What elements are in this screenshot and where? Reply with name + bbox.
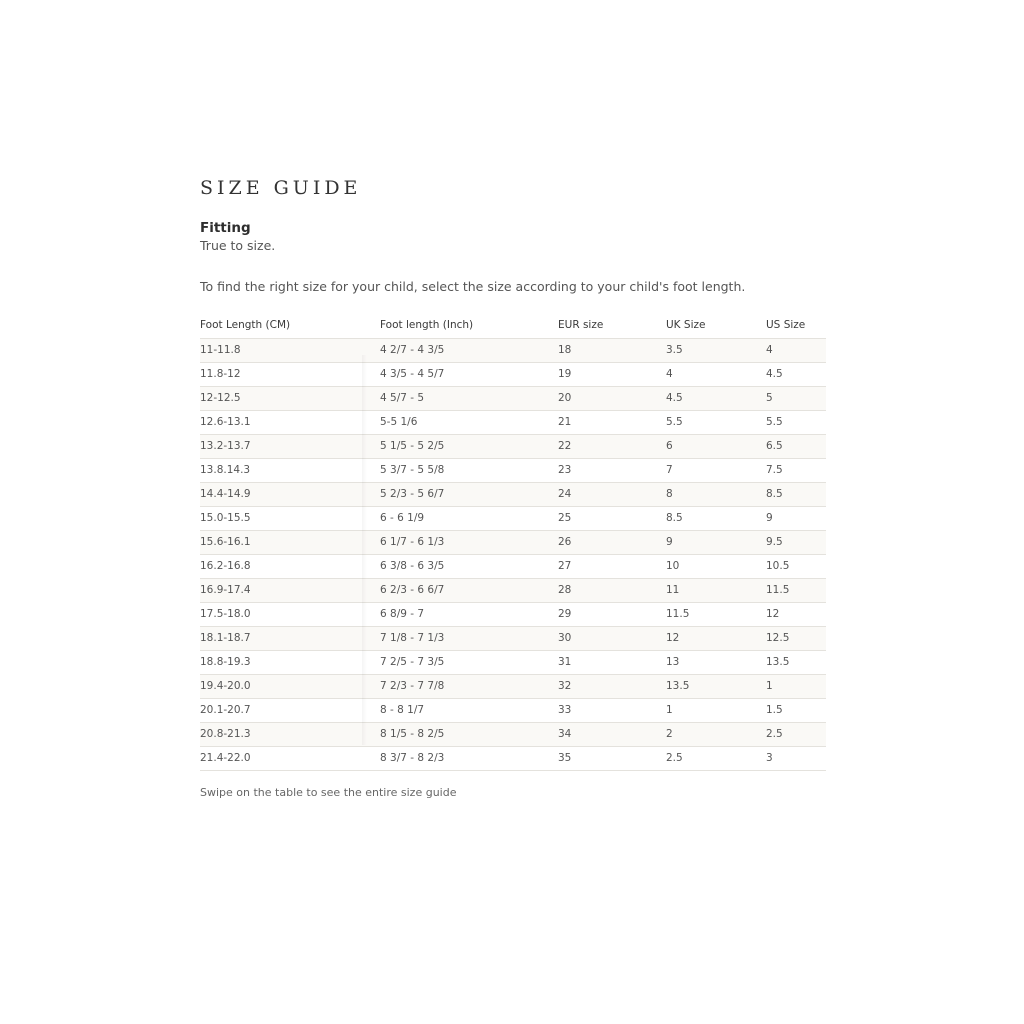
- table-row: [200, 411, 826, 435]
- cell-foot-length-inch: 5 1/5 - 5 2/5: [380, 435, 558, 459]
- cell-eur-size: 26: [558, 531, 666, 555]
- cell-us-size: 3: [766, 747, 826, 771]
- cell-foot-length-cm: 20.8-21.3: [200, 723, 380, 747]
- table-row: [200, 747, 826, 771]
- table-row: [200, 555, 826, 579]
- table-row: [200, 699, 826, 723]
- cell-uk-size: 13: [666, 651, 766, 675]
- cell-foot-length-cm: 11-11.8: [200, 339, 380, 363]
- cell-eur-size: 18: [558, 339, 666, 363]
- cell-eur-size: 27: [558, 555, 666, 579]
- table-body: [200, 339, 826, 771]
- table-row: [200, 675, 826, 699]
- size-guide: [200, 176, 826, 801]
- cell-foot-length-inch: 8 - 8 1/7: [380, 699, 558, 723]
- table-header-row: [200, 312, 826, 339]
- cell-foot-length-cm: 15.6-16.1: [200, 531, 380, 555]
- cell-foot-length-inch: 8 3/7 - 8 2/3: [380, 747, 558, 771]
- cell-uk-size: 1: [666, 699, 766, 723]
- cell-eur-size: 33: [558, 699, 666, 723]
- cell-us-size: 13.5: [766, 651, 826, 675]
- cell-eur-size: 22: [558, 435, 666, 459]
- cell-uk-size: 4: [666, 363, 766, 387]
- cell-foot-length-inch: 7 2/3 - 7 7/8: [380, 675, 558, 699]
- cell-uk-size: 6: [666, 435, 766, 459]
- cell-us-size: 5.5: [766, 411, 826, 435]
- cell-foot-length-cm: 18.8-19.3: [200, 651, 380, 675]
- cell-foot-length-inch: 6 8/9 - 7: [380, 603, 558, 627]
- cell-eur-size: 29: [558, 603, 666, 627]
- cell-foot-length-inch: 8 1/5 - 8 2/5: [380, 723, 558, 747]
- cell-uk-size: 5.5: [666, 411, 766, 435]
- cell-uk-size: 11.5: [666, 603, 766, 627]
- table-row: [200, 531, 826, 555]
- cell-uk-size: 9: [666, 531, 766, 555]
- cell-eur-size: 35: [558, 747, 666, 771]
- cell-eur-size: 28: [558, 579, 666, 603]
- instruction-text: To find the right size for your child, select the size according to your child's foot length.: [200, 279, 746, 294]
- cell-foot-length-cm: 15.0-15.5: [200, 507, 380, 531]
- cell-uk-size: 10: [666, 555, 766, 579]
- cell-foot-length-inch: 7 2/5 - 7 3/5: [380, 651, 558, 675]
- cell-uk-size: 12: [666, 627, 766, 651]
- cell-foot-length-cm: 19.4-20.0: [200, 675, 380, 699]
- cell-us-size: 10.5: [766, 555, 826, 579]
- table-row: [200, 651, 826, 675]
- cell-foot-length-cm: 12-12.5: [200, 387, 380, 411]
- fitting-value: True to size.: [200, 238, 276, 253]
- cell-us-size: 4: [766, 339, 826, 363]
- cell-us-size: 7.5: [766, 459, 826, 483]
- cell-us-size: 9: [766, 507, 826, 531]
- table-row: [200, 507, 826, 531]
- cell-eur-size: 31: [558, 651, 666, 675]
- cell-uk-size: 7: [666, 459, 766, 483]
- cell-us-size: 12: [766, 603, 826, 627]
- size-table-scroll-area[interactable]: [200, 312, 826, 771]
- cell-uk-size: 3.5: [666, 339, 766, 363]
- cell-us-size: 9.5: [766, 531, 826, 555]
- cell-foot-length-cm: 21.4-22.0: [200, 747, 380, 771]
- cell-foot-length-inch: 5-5 1/6: [380, 411, 558, 435]
- cell-foot-length-inch: 7 1/8 - 7 1/3: [380, 627, 558, 651]
- cell-eur-size: 23: [558, 459, 666, 483]
- cell-uk-size: 4.5: [666, 387, 766, 411]
- page-title: SIZE GUIDE: [200, 177, 362, 199]
- cell-eur-size: 21: [558, 411, 666, 435]
- cell-us-size: 8.5: [766, 483, 826, 507]
- cell-eur-size: 20: [558, 387, 666, 411]
- fitting-label: Fitting: [200, 220, 251, 236]
- cell-us-size: 4.5: [766, 363, 826, 387]
- table-row: [200, 723, 826, 747]
- table-row: [200, 459, 826, 483]
- cell-us-size: 1.5: [766, 699, 826, 723]
- cell-foot-length-inch: 6 2/3 - 6 6/7: [380, 579, 558, 603]
- cell-uk-size: 2.5: [666, 747, 766, 771]
- table-row: [200, 363, 826, 387]
- cell-foot-length-cm: 16.9-17.4: [200, 579, 380, 603]
- cell-us-size: 5: [766, 387, 826, 411]
- cell-eur-size: 32: [558, 675, 666, 699]
- cell-foot-length-cm: 17.5-18.0: [200, 603, 380, 627]
- cell-uk-size: 8.5: [666, 507, 766, 531]
- cell-foot-length-cm: 16.2-16.8: [200, 555, 380, 579]
- cell-foot-length-inch: 4 2/7 - 4 3/5: [380, 339, 558, 363]
- size-table: [200, 312, 826, 771]
- table-row: [200, 579, 826, 603]
- table-row: [200, 435, 826, 459]
- cell-foot-length-inch: 6 - 6 1/9: [380, 507, 558, 531]
- header-foot-length-inch: Foot length (Inch): [380, 312, 558, 339]
- table-row: [200, 627, 826, 651]
- cell-us-size: 11.5: [766, 579, 826, 603]
- cell-us-size: 12.5: [766, 627, 826, 651]
- table-row: [200, 339, 826, 363]
- cell-foot-length-cm: 12.6-13.1: [200, 411, 380, 435]
- cell-foot-length-inch: 4 3/5 - 4 5/7: [380, 363, 558, 387]
- cell-uk-size: 13.5: [666, 675, 766, 699]
- cell-us-size: 1: [766, 675, 826, 699]
- table-row: [200, 603, 826, 627]
- cell-us-size: 2.5: [766, 723, 826, 747]
- cell-us-size: 6.5: [766, 435, 826, 459]
- cell-uk-size: 11: [666, 579, 766, 603]
- cell-foot-length-cm: 13.8.14.3: [200, 459, 380, 483]
- cell-foot-length-inch: 6 3/8 - 6 3/5: [380, 555, 558, 579]
- cell-eur-size: 25: [558, 507, 666, 531]
- cell-foot-length-inch: 6 1/7 - 6 1/3: [380, 531, 558, 555]
- cell-eur-size: 34: [558, 723, 666, 747]
- table-row: [200, 387, 826, 411]
- header-us-size: US Size: [766, 312, 826, 339]
- header-eur-size: EUR size: [558, 312, 666, 339]
- cell-foot-length-cm: 18.1-18.7: [200, 627, 380, 651]
- cell-foot-length-inch: 5 2/3 - 5 6/7: [380, 483, 558, 507]
- cell-eur-size: 19: [558, 363, 666, 387]
- cell-foot-length-cm: 13.2-13.7: [200, 435, 380, 459]
- cell-uk-size: 2: [666, 723, 766, 747]
- cell-foot-length-cm: 20.1-20.7: [200, 699, 380, 723]
- swipe-hint: Swipe on the table to see the entire size guide: [200, 786, 457, 799]
- table-row: [200, 483, 826, 507]
- cell-uk-size: 8: [666, 483, 766, 507]
- header-foot-length-cm: Foot Length (CM): [200, 312, 380, 339]
- cell-eur-size: 24: [558, 483, 666, 507]
- cell-foot-length-inch: 4 5/7 - 5: [380, 387, 558, 411]
- cell-eur-size: 30: [558, 627, 666, 651]
- cell-foot-length-cm: 14.4-14.9: [200, 483, 380, 507]
- header-uk-size: UK Size: [666, 312, 766, 339]
- cell-foot-length-cm: 11.8-12: [200, 363, 380, 387]
- cell-foot-length-inch: 5 3/7 - 5 5/8: [380, 459, 558, 483]
